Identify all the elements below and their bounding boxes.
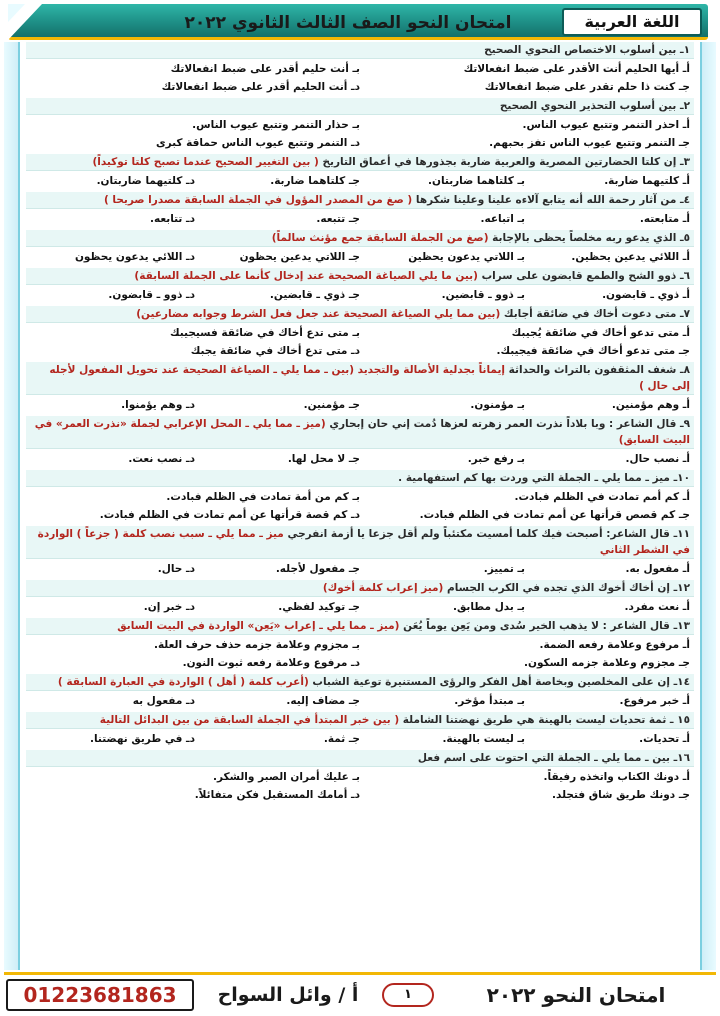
answer-options bbox=[26, 597, 694, 618]
subject-label: اللغة العربية bbox=[562, 8, 702, 36]
answer-options bbox=[26, 395, 694, 416]
question-stem-text: ٥ـ الذي يدعو ربه مخلصاً يحظى بالإجابة bbox=[492, 232, 690, 244]
answer-option: جـ كم قصص قرأتها عن أمم تمادت في الظلم فبادت. bbox=[419, 509, 690, 521]
answer-option: دـ التنمر وتتبع عيوب الناس حماقة كبرى bbox=[155, 137, 360, 149]
question-stem-text: ٨ـ شغف المثقفون بالتراث والحداثة bbox=[508, 364, 690, 376]
question-instruction: ميز ـ مما يلي ـ سبب نصب كلمة ( جزعاً ) الواردة في الشطر الثاني bbox=[37, 528, 690, 556]
answer-option: أـ نعت مفرد. bbox=[624, 601, 690, 613]
question-stem-text: ١٢ـ إن أخاك أخوك الذي تجده في الكرب الجسام bbox=[447, 582, 690, 594]
answer-option: جـ متى تدعو أخاك في ضائقة فيجيبك. bbox=[496, 345, 690, 357]
question-stem bbox=[26, 416, 694, 449]
answer-option: جـ توكيد لفظي. bbox=[278, 601, 360, 613]
answer-option: جـ لا محل لها. bbox=[287, 453, 360, 465]
question-item bbox=[26, 192, 694, 230]
answer-option: دـ حال. bbox=[157, 563, 195, 575]
answer-options bbox=[26, 285, 694, 306]
question-item bbox=[26, 416, 694, 470]
answer-options bbox=[26, 115, 694, 154]
question-item bbox=[26, 268, 694, 306]
answer-option: أـ كم أمم تمادت في الظلم فبادت. bbox=[514, 491, 690, 503]
question-item bbox=[26, 98, 694, 154]
footer-exam-label: امتحان النحو ٢٠٢٢ bbox=[486, 983, 666, 1007]
question-stem bbox=[26, 674, 694, 691]
answer-option: دـ أنت الحليم أقدر على ضبط انفعالاتك bbox=[161, 81, 360, 93]
question-stem bbox=[26, 712, 694, 729]
question-stem bbox=[26, 268, 694, 285]
answer-option: بـ مجزوم وعلامة جزمه حذف حرف العلة. bbox=[153, 639, 360, 651]
question-stem-text: ١٦ـ بين ـ مما يلي ـ الجملة التي احتوت على اسم فعل bbox=[417, 752, 690, 764]
questions-list bbox=[26, 42, 694, 962]
answer-option: دـ في طريق نهضتنا. bbox=[90, 733, 195, 745]
answer-option: دـ ذوو ـ قابضون. bbox=[108, 289, 195, 301]
question-stem-text: ٧ـ متى دعوت أخاك في ضائقة أجابك bbox=[503, 308, 690, 320]
question-stem bbox=[26, 306, 694, 323]
answer-option: جـ ثمة. bbox=[323, 733, 360, 745]
question-item bbox=[26, 42, 694, 98]
answer-options bbox=[26, 209, 694, 230]
answer-options bbox=[26, 171, 694, 192]
question-item bbox=[26, 750, 694, 806]
question-instruction: (ميز ـ مما يلي ـ المحل الإعرابي لجملة «نذرت العمر» في البيت السابق) bbox=[34, 418, 690, 446]
question-stem bbox=[26, 154, 694, 171]
answer-option: دـ وهم يؤمنوا. bbox=[121, 399, 195, 411]
page-footer bbox=[4, 972, 716, 1012]
answer-option: جـ مضاف إليه. bbox=[286, 695, 360, 707]
right-border-decoration bbox=[700, 42, 716, 970]
answer-options bbox=[26, 59, 694, 98]
answer-option: دـ نصب نعت. bbox=[128, 453, 195, 465]
question-instruction: إيماناً بجدلية الأصالة والتجديد (بين ـ مما يلي ـ الصياغة الصحيحة عند تحويل المفعول لأجله إلى حال ) bbox=[49, 364, 690, 392]
question-stem bbox=[26, 470, 694, 487]
answer-option: بـ عليك أمران الصبر والشكر. bbox=[213, 771, 360, 783]
question-item bbox=[26, 712, 694, 750]
answer-options bbox=[26, 559, 694, 580]
answer-option: بـ ذوو ـ قابضين. bbox=[441, 289, 525, 301]
page-header bbox=[8, 4, 708, 40]
answer-option: أـ اللائي يدعين يحظين. bbox=[571, 251, 690, 263]
question-stem-text: ١٣ـ قال الشاعر : لا يذهب الخير سُدى ومن يَعِن يوماً يُعَن bbox=[403, 620, 690, 632]
answer-option: بـ مبتدأ مؤخر. bbox=[454, 695, 525, 707]
answer-options bbox=[26, 449, 694, 470]
question-stem-text: ١٤ـ إن على المخلصين وبخاصة أهل الفكر والرؤى المستنيرة توعية الشباب bbox=[312, 676, 690, 688]
question-stem-text: ١٠ـ ميز ـ مما يلي ـ الجملة التي وردت بها كم استفهامية . bbox=[398, 472, 690, 484]
phone-number: 01223681863 bbox=[6, 979, 194, 1011]
answer-option: أـ كلتيهما ضاربة. bbox=[604, 175, 690, 187]
answer-option: بـ حذار التنمر وتتبع عيوب الناس. bbox=[192, 119, 360, 131]
answer-option: جـ كلتاهما ضاربة. bbox=[270, 175, 360, 187]
answer-option: دـ خبر إن. bbox=[143, 601, 195, 613]
question-instruction: ( صغ من المصدر المؤول في الجملة السابقة مصدرا صريحا ) bbox=[103, 194, 413, 206]
answer-option: جـ دونك طريق شاق فتجلد. bbox=[552, 789, 690, 801]
question-stem bbox=[26, 98, 694, 115]
answer-option: بـ رفع خبر. bbox=[467, 453, 525, 465]
question-stem bbox=[26, 42, 694, 59]
answer-option: أـ ذوي ـ قابضون. bbox=[602, 289, 690, 301]
answer-option: دـ مفعول به bbox=[132, 695, 195, 707]
answer-option: أـ دونك الكتاب واتخذه رفيقاً. bbox=[543, 771, 690, 783]
question-stem-text: ٣ـ إن كلتا الحضارتين المصرية والعربية ضاربة بجذورها في أعماق التاريخ bbox=[322, 156, 690, 168]
question-stem-text: ٦ـ ذوو الشح والطمع قابضون على سراب bbox=[481, 270, 690, 282]
author-name: أ / وائل السواح bbox=[217, 984, 359, 1006]
question-stem bbox=[26, 580, 694, 597]
answer-option: جـ مجزوم وعلامة جزمه السكون. bbox=[524, 657, 690, 669]
question-item bbox=[26, 154, 694, 192]
question-instruction: ( بين خبر المبتدأ في الجملة السابقة من بين البدائل التالية bbox=[99, 714, 400, 726]
answer-option: بـ تمييز. bbox=[483, 563, 525, 575]
answer-option: دـ مرفوع وعلامة رفعه ثبوت النون. bbox=[182, 657, 360, 669]
answer-options bbox=[26, 635, 694, 674]
question-item bbox=[26, 230, 694, 268]
answer-option: جـ مؤمنين. bbox=[303, 399, 360, 411]
question-item bbox=[26, 674, 694, 712]
answer-options bbox=[26, 767, 694, 806]
answer-option: أـ أيها الحليم أنت الأقدر على ضبط انفعالاتك bbox=[463, 63, 690, 75]
answer-option: بـ بدل مطابق. bbox=[452, 601, 525, 613]
answer-option: جـ كنت ذا حلم تقدر على ضبط انفعالاتك bbox=[484, 81, 690, 93]
question-stem bbox=[26, 750, 694, 767]
answer-option: بـ اللاتي يدعون يحظين bbox=[408, 251, 525, 263]
answer-option: جـ تتبعه. bbox=[316, 213, 360, 225]
answer-options bbox=[26, 323, 694, 362]
question-item bbox=[26, 306, 694, 362]
answer-option: أـ مفعول به. bbox=[625, 563, 690, 575]
answer-option: دـ كلتيهما ضاربتان. bbox=[96, 175, 195, 187]
question-item bbox=[26, 470, 694, 526]
answer-option: جـ مفعول لأجله. bbox=[275, 563, 360, 575]
question-stem-text: ٤ـ من آثار رحمة الله أنه يتابع آلاءه علينا وعلينا شكرها bbox=[415, 194, 690, 206]
answer-option: أـ متابعته. bbox=[639, 213, 690, 225]
header-corner-decoration-inner bbox=[8, 4, 25, 22]
answer-options bbox=[26, 247, 694, 268]
answer-option: دـ كم قصة قرأتها عن أمم تمادت في الظلم فبادت. bbox=[99, 509, 360, 521]
answer-option: أـ احذر التنمر وتتبع عيوب الناس. bbox=[522, 119, 690, 131]
answer-option: جـ التنمر وتتبع عيوب الناس تفز بحبهم. bbox=[489, 137, 690, 149]
question-item bbox=[26, 580, 694, 618]
exam-title: امتحان النحو الصف الثالث الثانوي ٢٠٢٢ bbox=[184, 13, 512, 33]
answer-option: أـ وهم مؤمنين. bbox=[611, 399, 690, 411]
question-stem-text: ١٥ ـ ثمة تحديات ليست بالهينة هي طريق نهضتنا الشاملة bbox=[402, 714, 690, 726]
answer-options bbox=[26, 691, 694, 712]
question-instruction: (ميز ـ مما يلي ـ إعراب «يَعِن» الواردة في البيت السابق bbox=[117, 620, 400, 632]
answer-option: بـ مؤمنون. bbox=[470, 399, 525, 411]
question-instruction: (صغ من الجملة السابقة جمع مؤنث سالماً) bbox=[271, 232, 489, 244]
question-stem-text: ١١ـ قال الشاعر: أصبحت فيك كلما أمسيت مكتئباً ولم أقل جزعا يا أزمة انفرجي bbox=[287, 528, 690, 540]
answer-option: جـ ذوي ـ قابضين. bbox=[269, 289, 360, 301]
question-stem bbox=[26, 192, 694, 209]
answer-option: بـ متى تدع أخاك في ضائقة فسيجيبك bbox=[169, 327, 360, 339]
answer-option: أـ نصب حال. bbox=[625, 453, 690, 465]
answer-option: جـ اللاتي يدعين يحظون bbox=[239, 251, 360, 263]
question-item bbox=[26, 618, 694, 674]
answer-option: بـ اتباعه. bbox=[480, 213, 525, 225]
question-instruction: (بين ما يلي الصياغة الصحيحة عند إدخال كأنما على الجملة السابقة) bbox=[134, 270, 478, 282]
question-stem bbox=[26, 526, 694, 559]
answer-options bbox=[26, 487, 694, 526]
question-instruction: (أعرب كلمة ( أهل ) الواردة في العبارة السابقة ) bbox=[57, 676, 309, 688]
answer-option: أـ خبر مرفوع. bbox=[619, 695, 690, 707]
answer-options bbox=[26, 729, 694, 750]
question-instruction: (ميز إعراب كلمة أخوك) bbox=[322, 582, 444, 594]
page-number: ١ bbox=[382, 983, 434, 1007]
answer-option: بـ أنت حليم أقدر على ضبط انفعالاتك bbox=[170, 63, 360, 75]
question-instruction: ( بين التغيير الصحيح عندما تصبح كلتا توكيداً) bbox=[92, 156, 319, 168]
answer-option: أـ مرفوع وعلامة رفعه الضمة. bbox=[539, 639, 690, 651]
answer-option: بـ كلتاهما ضاربتان. bbox=[428, 175, 525, 187]
answer-option: دـ متى تدع أخاك في ضائقة يجبك bbox=[190, 345, 360, 357]
question-stem-text: ٢ـ بين أسلوب التحذير النحوي الصحيح bbox=[499, 100, 690, 112]
question-stem bbox=[26, 230, 694, 247]
answer-option: بـ كم من أمة تمادت في الظلم فبادت. bbox=[166, 491, 360, 503]
question-stem-text: ١ـ بين أسلوب الاختصاص النحوي الصحيح bbox=[484, 44, 690, 56]
answer-option: أـ متى تدعو أخاك في ضائقة يُجيبك bbox=[511, 327, 690, 339]
answer-option: بـ ليست بالهينة. bbox=[442, 733, 525, 745]
question-item bbox=[26, 362, 694, 416]
question-stem bbox=[26, 362, 694, 395]
answer-option: دـ تتابعه. bbox=[149, 213, 195, 225]
question-stem bbox=[26, 618, 694, 635]
answer-option: دـ اللائي يدعون يحظون bbox=[74, 251, 195, 263]
left-border-decoration bbox=[4, 42, 20, 970]
question-instruction: (بين مما يلي الصياغة الصحيحة عند جعل فعل الشرط وجوابه مضارعين) bbox=[136, 308, 501, 320]
question-item bbox=[26, 526, 694, 580]
answer-option: دـ أمامك المستقبل فكن متفائلاً. bbox=[194, 789, 360, 801]
question-stem-text: ٩ـ قال الشاعر : وبا بلاداً نذرت العمر زهرته لعزها دُمت إني حان إبحاري bbox=[329, 418, 690, 430]
answer-option: أـ تحديات. bbox=[639, 733, 690, 745]
